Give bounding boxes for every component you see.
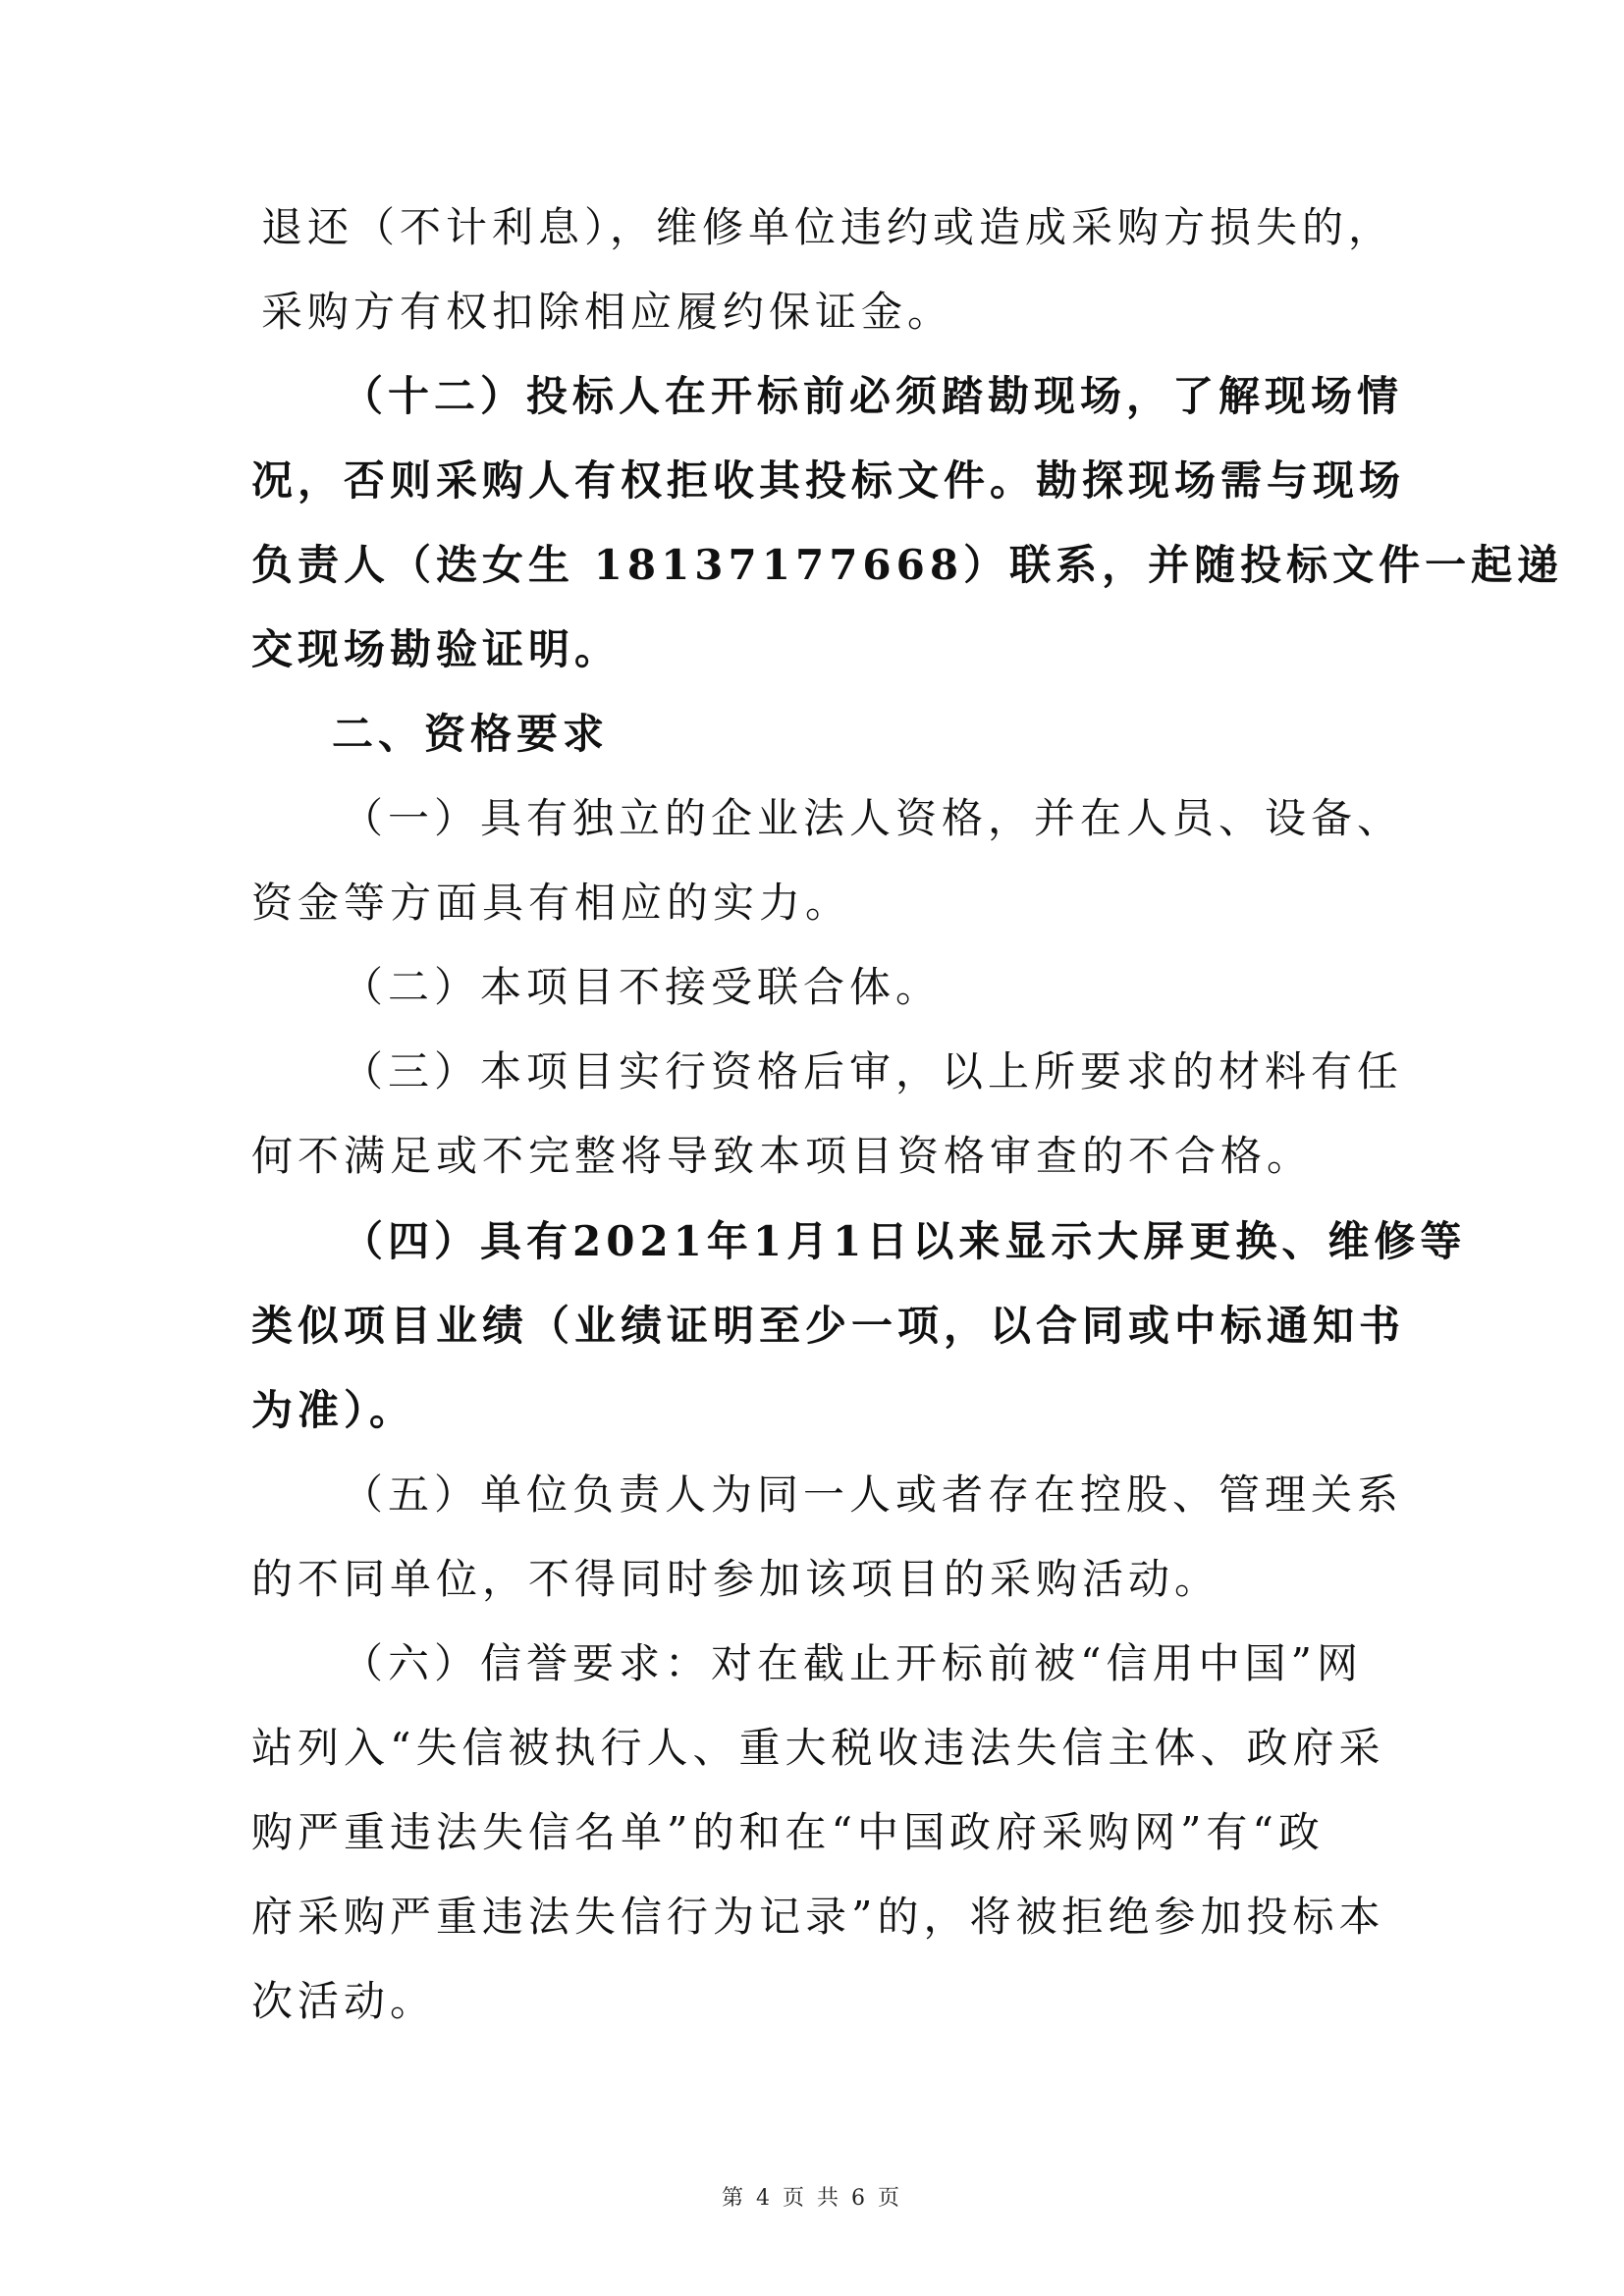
requirement-2-line-1: （二）本项目不接受联合体。 <box>342 963 943 1011</box>
requirement-6-line-1: （六）信誉要求：对在截止开标前被“信用中国”网 <box>342 1639 1363 1687</box>
requirement-6-line-3: 购严重违法失信名单”的和在“中国政府采购网”有“政 <box>251 1808 1325 1856</box>
requirement-6-line-5: 次活动。 <box>251 1977 437 2025</box>
requirement-6-line-4: 府采购严重违法失信行为记录”的，将被拒绝参加投标本 <box>251 1893 1385 1941</box>
clause-11-continuation-line-2: 采购方有权扣除相应履约保证金。 <box>261 288 954 336</box>
requirement-3-line-2: 何不满足或不完整将导致本项目资格审查的不合格。 <box>251 1132 1314 1180</box>
requirement-4-line-3: 为准）。 <box>251 1386 416 1434</box>
requirement-1-line-2: 资金等方面具有相应的实力。 <box>251 879 852 927</box>
requirement-5-line-1: （五）单位负责人为同一人或者存在控股、管理关系 <box>342 1470 1404 1519</box>
requirement-6-line-2: 站列入“失信被执行人、重大税收违法失信主体、政府采 <box>251 1724 1385 1772</box>
requirement-5-line-2: 的不同单位，不得同时参加该项目的采购活动。 <box>251 1555 1221 1603</box>
section-heading-qualification-requirements: 二、资格要求 <box>332 710 610 758</box>
page-number-footer: 第 4 页 共 6 页 <box>722 2186 902 2211</box>
clause-12-line-3: 负责人（迭女生 18137177668）联系，并随投标文件一起递 <box>251 541 1564 589</box>
clause-12-line-4: 交现场勘验证明。 <box>251 625 622 673</box>
clause-11-continuation-line-1: 退还（不计利息），维修单位违约或造成采购方损失的， <box>261 203 1395 251</box>
requirement-1-line-1: （一）具有独立的企业法人资格，并在人员、设备、 <box>342 794 1404 842</box>
requirement-3-line-1: （三）本项目实行资格后审，以上所要求的材料有任 <box>342 1047 1404 1095</box>
clause-12-line-1: （十二）投标人在开标前必须踏勘现场，了解现场情 <box>342 372 1404 420</box>
requirement-4-line-2: 类似项目业绩（业绩证明至少一项，以合同或中标通知书 <box>251 1302 1406 1350</box>
clause-12-line-2: 况，否则采购人有权拒收其投标文件。勘探现场需与现场 <box>251 456 1406 505</box>
requirement-4-line-1: （四）具有2021年1月1日以来显示大屏更换、维修等 <box>342 1217 1467 1265</box>
